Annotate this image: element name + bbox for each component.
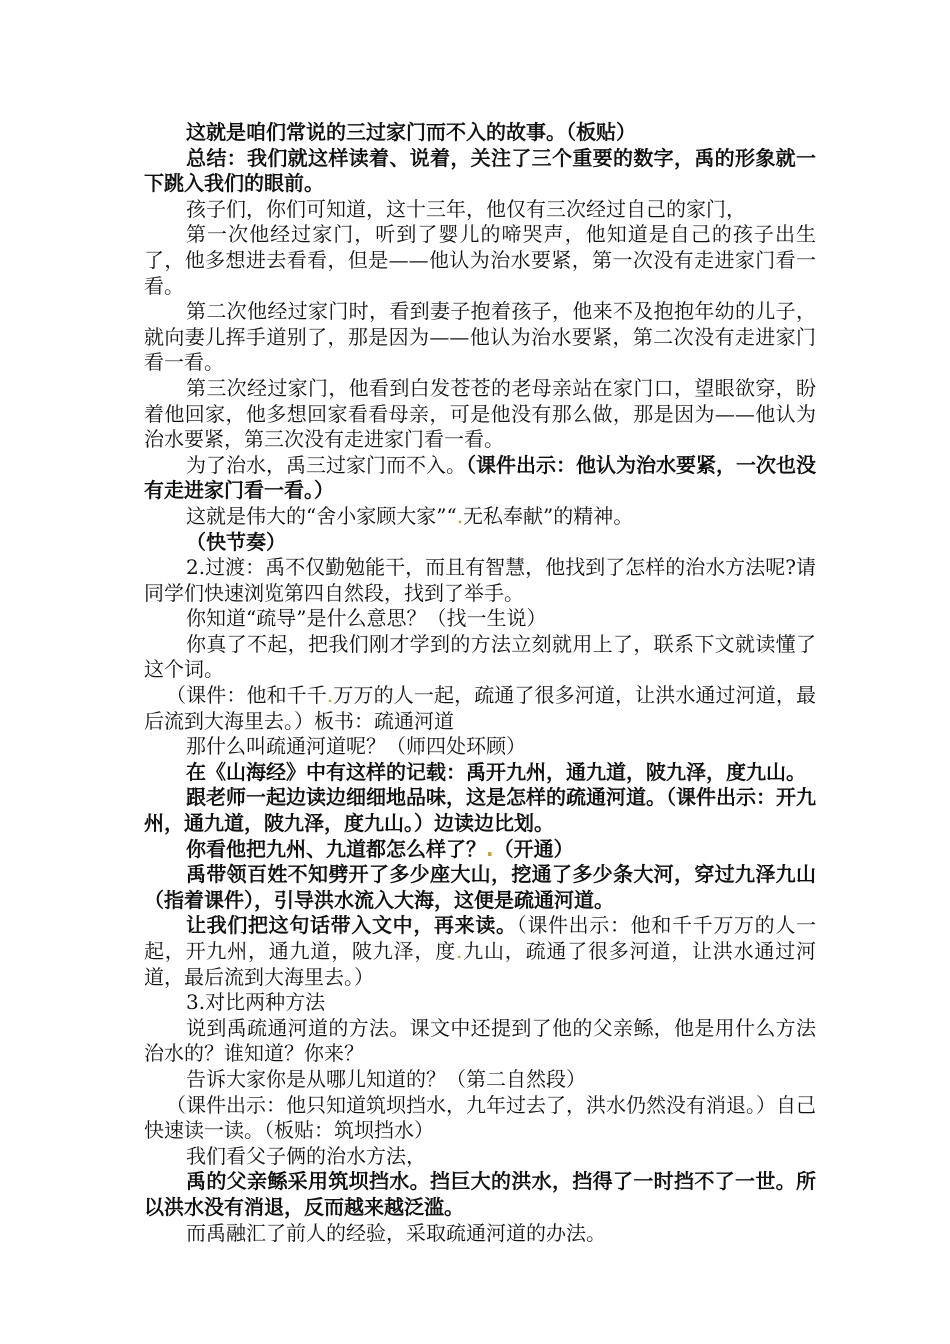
paragraph: 你真了不起，把我们刚才学到的方法立刻就用上了，联系下文就读懂了这个词。 (144, 631, 816, 682)
paragraph: 我们看父子俩的治水方法， (186, 1143, 426, 1168)
paragraph: 你看他把九州、九道都怎么样了？.（开通） (186, 836, 574, 861)
dot-mark: . (326, 683, 334, 708)
paragraph: 3.对比两种方法 (186, 990, 326, 1015)
dot-mark: . (456, 939, 463, 963)
paragraph: 禹的父亲鲧采用筑坝挡水。挡巨大的洪水，挡得了一时挡不了一世。所以洪水没有消退，反而越来越泛滥。 (144, 1169, 816, 1219)
paragraph: （课件出示：他只知道筑坝挡水，九年过去了，洪水仍然没有消退。）自己快速读一读。（板贴：筑坝挡水） (144, 1092, 816, 1143)
paragraph: 而禹融汇了前人的经验，采取疏通河道的办法。 (186, 1220, 606, 1245)
paragraph: 那什么叫疏通河道呢？（师四处环顾） (186, 734, 526, 759)
paragraph: 第二次他经过家门时，看到妻子抱着孩子，他来不及抱抱年幼的儿子，就向妻儿挥手道别了，那是因为——他认为治水要紧，第二次没有走进家门看一看。 (144, 299, 816, 375)
paragraph: 这就是咱们常说的三过家门而不入的故事。（板贴） (186, 120, 636, 144)
paragraph: 你知道“疏导”是什么意思？（找一生说） (186, 606, 547, 631)
paragraph: 这就是伟大的“舍小家顾大家”“.无私奉献”的精神。 (186, 503, 634, 528)
paragraph: 让我们把这句话带入文中，再来读。（课件出示：他和千千万万的人一起，开九州，通九道，陂九泽，度.九山，疏通了很多河道，让洪水通过河道，最后流到大海里去。） (144, 913, 817, 989)
paragraph: 为了治水，禹三过家门而不入。（课件出示：他认为治水要紧，一次也没有走进家门看一看。） (144, 452, 816, 503)
paragraph: 第三次经过家门，他看到白发苍苍的老母亲站在家门口，望眼欲穿，盼着他回家，他多想回家看看母亲，可是他没有那么做，那是因为——他认为治水要紧，第三次没有走进家门看一看。 (144, 375, 816, 452)
paragraph: （课件：他和千千.万万的人一起，疏通了很多河道，让洪水通过河道，最后流到大海里去。）板书：疏通河道 (144, 683, 817, 733)
paragraph: 总结：我们就这样读着、说着，关注了三个重要的数字，禹的形象就一下跳入我们的眼前。 (144, 145, 816, 196)
paragraph: 告诉大家你是从哪儿知道的？（第二自然段） (186, 1066, 586, 1091)
paragraph: 孩子们，你们可知道，这十三年，他仅有三次经过自己的家门， (186, 196, 746, 221)
paragraph: 说到禹疏通河道的方法。课文中还提到了他的父亲鲧，他是用什么方法治水的？谁知道？你来？ (144, 1015, 816, 1066)
paragraph: 第一次他经过家门，听到了婴儿的啼哭声，他知道是自己的孩子出生了，他多想进去看看，但是——他认为治水要紧，第一次没有走进家门看一看。 (144, 222, 816, 298)
paragraph: 2.过渡：禹不仅勤勉能干，而且有智慧，他找到了怎样的治水方法呢?请同学们快速浏览第四自然段，找到了举手。 (144, 555, 816, 605)
paragraph: 跟老师一起边读边细细地品味，这是怎样的疏通河道。（课件出示：开九州，通九道，陂九泽，度九山。）边读边比划。 (144, 785, 816, 836)
document-body (144, 120, 816, 1246)
paragraph: 在《山海经》中有这样的记载：禹开九州，通九道，陂九泽，度九山。 (186, 759, 806, 784)
paragraph: （快节奏） (186, 529, 286, 554)
dot-mark: . (456, 503, 464, 528)
paragraph: 禹带领百姓不知劈开了多少座大山，挖通了多少条大河，穿过九泽九山（指着课件），引导洪水流入大海，这便是疏通河道。 (144, 862, 816, 912)
dot-mark: . (486, 836, 494, 861)
